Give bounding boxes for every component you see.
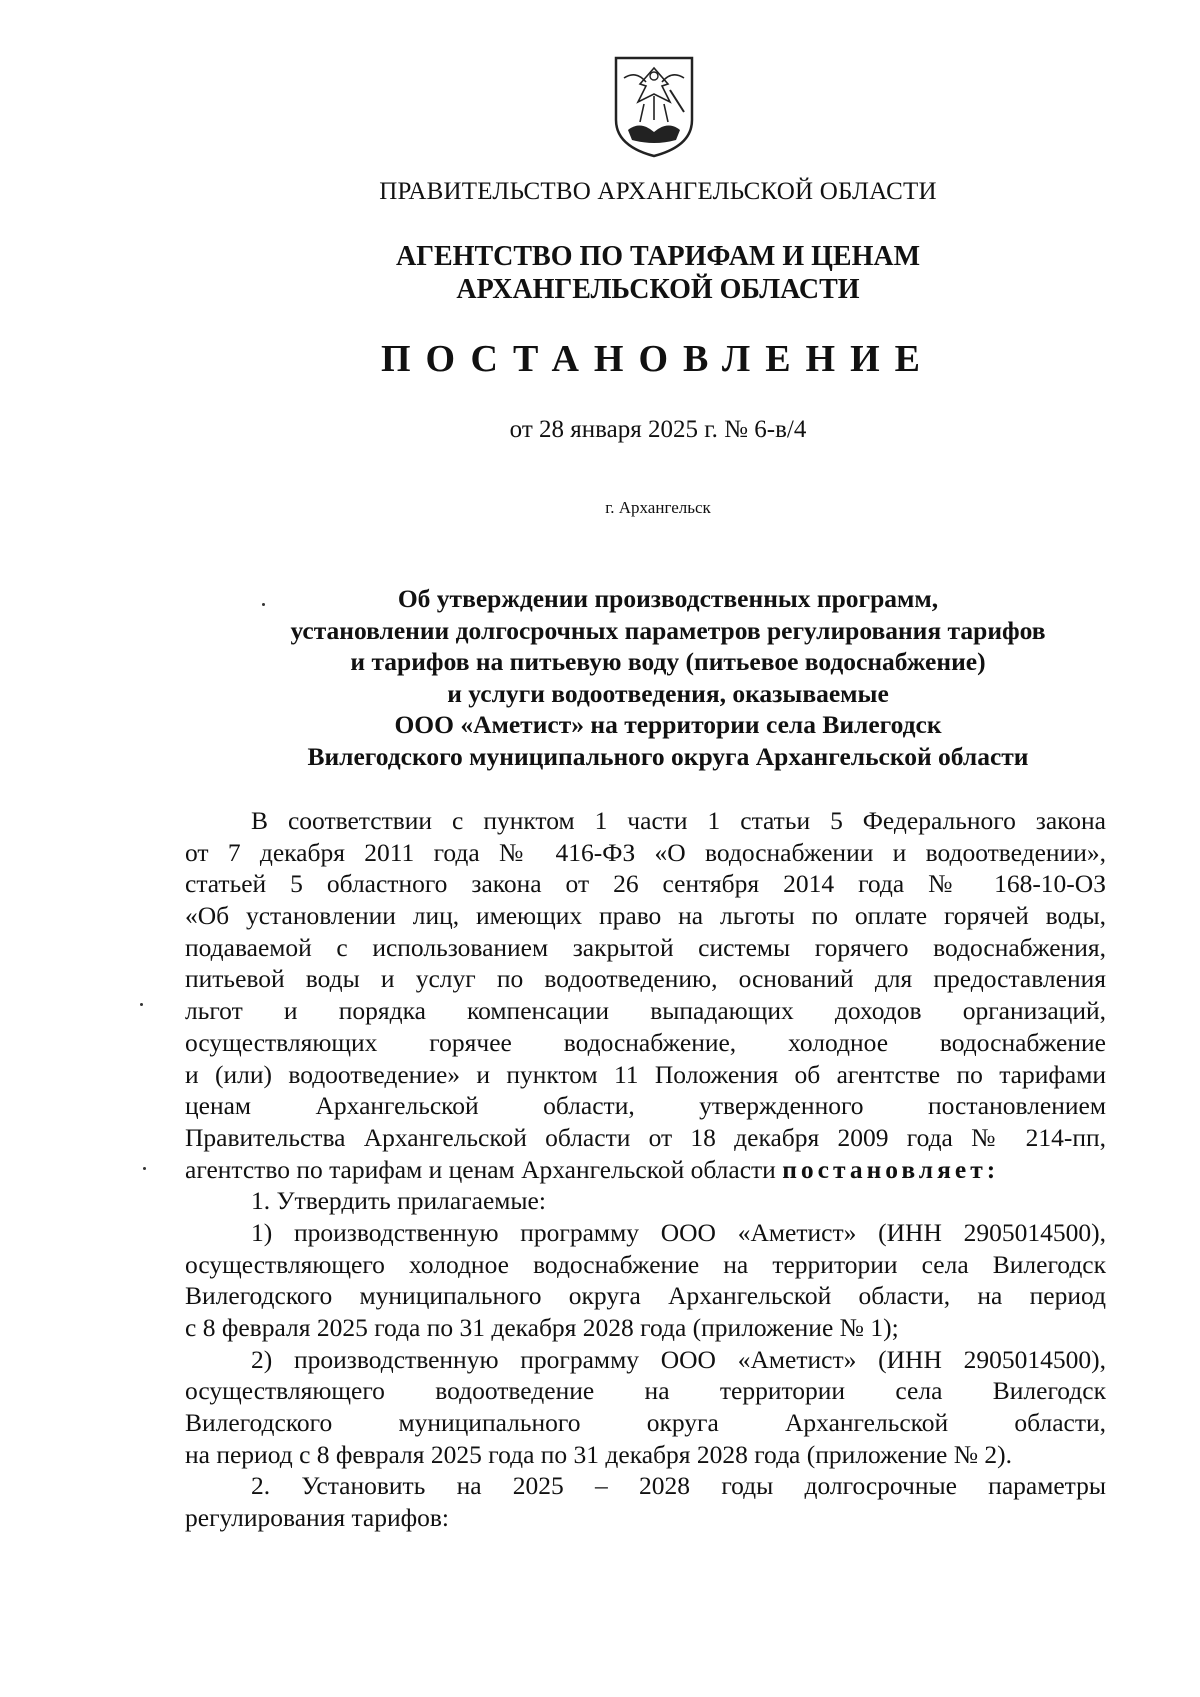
item-heading: 2. Установить на 2025 – 2028 годы долгосрочные параметры [251,1471,1106,1501]
subject-line: и тарифов на питьевую воду (питьевое водоснабжение) [350,647,986,676]
subject-line: ООО «Аметист» на территории села Вилегодск [394,710,942,739]
body-line: осуществляющего холодное водоснабжение на территории села Вилегодск [185,1249,1106,1279]
body-line [185,1154,1106,1186]
body-line: осуществляющих горячее водоснабжение, холодное водоснабжение [185,1027,1106,1057]
body-line: статьей 5 областного закона от 26 сентября 2014 года № 168-10-ОЗ [185,869,1106,899]
government-title: ПРАВИТЕЛЬСТВО АРХАНГЕЛЬСКОЙ ОБЛАСТИ [379,178,937,205]
coat-of-arms-emblem [610,50,698,160]
subject-line: Вилегодского муниципального округа Архангельской области [307,741,1029,771]
body-line: ценам Архангельской области, утвержденного постановлением [185,1091,1106,1121]
body-line: 2) производственную программу ООО «Аметист» (ИНН 2905014500), [251,1344,1106,1374]
body-line: льгот и порядка компенсации выпадающих доходов организаций, [185,996,1106,1026]
body-text-fragment: агентство по тарифам и ценам Архангельской области [185,1154,776,1184]
body-line: с 8 февраля 2025 года по 31 декабря 2028 года (приложение № 1); [185,1313,899,1342]
body-line: Вилегодского муниципального округа Архангельской области, на период [185,1281,1106,1311]
item-heading: 1. Утвердить прилагаемые: [251,1186,546,1216]
document-type: ПОСТАНОВЛЕНИЕ [380,338,936,380]
agency-title-line: АГЕНТСТВО ПО ТАРИФАМ И ЦЕНАМ [395,241,921,272]
agency-title [0,240,1200,306]
subject-line: установлении долгосрочных параметров регулирования тарифов [290,615,1046,645]
subject-line: Об утверждении производственных программ, [397,584,939,613]
body-line: осуществляющего водоотведение на территории села Вилегодск [185,1376,1106,1406]
document-subject [230,583,1106,772]
scan-speck [140,1003,143,1006]
scan-speck [262,603,265,606]
body-line: от 7 декабря 2011 года № 416-ФЗ «О водоснабжении и водоотведении», [185,837,1106,867]
document-city: г. Архангельск [605,498,711,517]
agency-title-line: АРХАНГЕЛЬСКОЙ ОБЛАСТИ [456,274,860,305]
body-line: на период с 8 февраля 2025 года по 31 декабря 2028 года (приложение № 2). [185,1439,1013,1469]
body-line: «Об установлении лиц, имеющих право на льготы по оплате горячей воды, [185,901,1106,931]
body-line: регулирования тарифов: [185,1503,450,1533]
body-line: питьевой воды и услуг по водоотведению, оснований для предоставления [185,964,1106,994]
body-line: и (или) водоотведение» и пунктом 11 Положения об агентстве по тарифами [185,1059,1106,1089]
document-date-number: от 28 января 2025 г. № 6-в/4 [509,416,807,443]
body-line: 1) производственную программу ООО «Аметист» (ИНН 2905014500), [251,1217,1106,1247]
subject-line: и услуги водоотведения, оказываемые [447,678,889,708]
body-line: Вилегодского муниципального округа Архангельской области, [185,1408,1106,1438]
scan-speck [143,1167,146,1170]
body-line: подаваемой с использованием закрытой системы горячего водоснабжения, [185,932,1106,962]
body-line: В соответствии с пунктом 1 части 1 статьи 5 Федерального закона [251,806,1106,835]
resolution-word: постановляет: [782,1154,1000,1184]
document-body [185,805,1106,1534]
body-line: Правительства Архангельской области от 18 декабря 2009 года № 214-пп, [185,1122,1106,1152]
